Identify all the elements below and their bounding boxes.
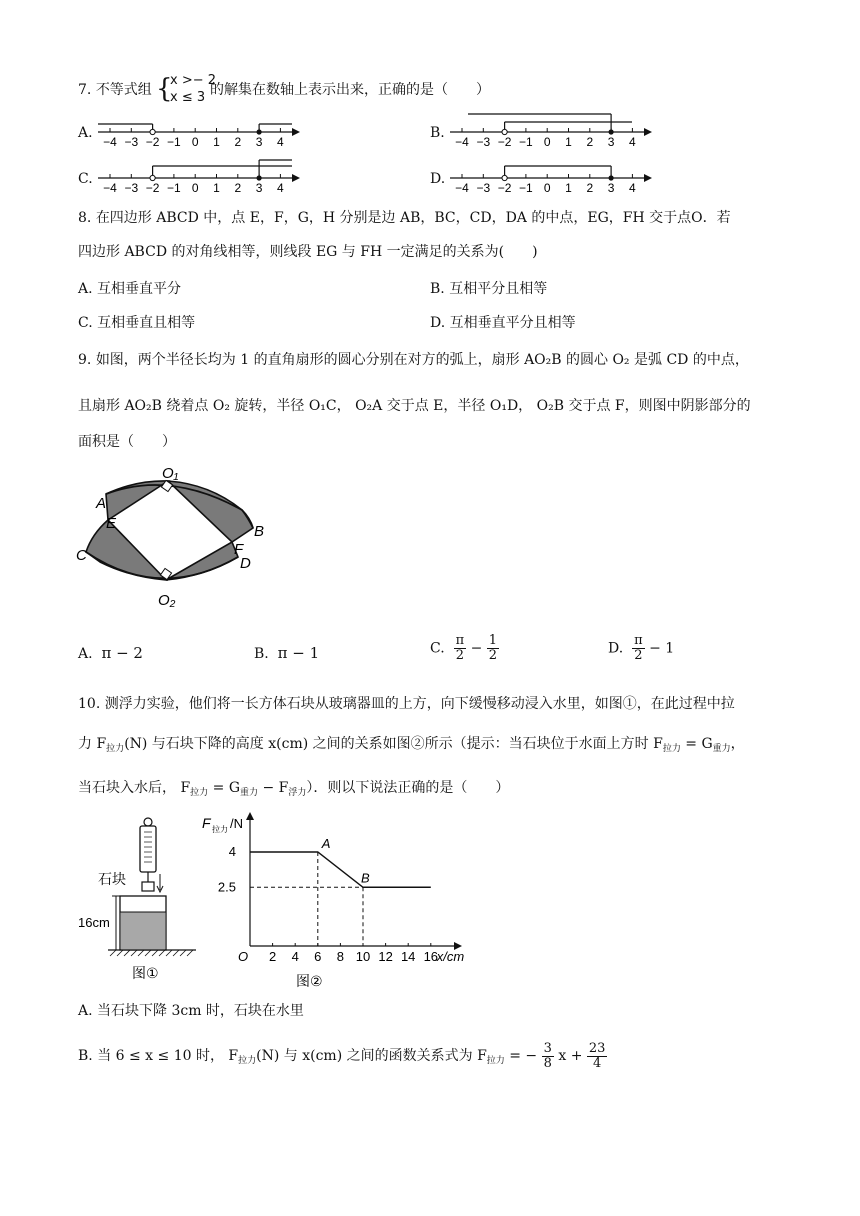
tick-label: −1 xyxy=(167,181,181,194)
tick-label: 0 xyxy=(543,181,551,194)
q10-option-b-frac1: $\frac{3}{8}$ xyxy=(543,1040,552,1071)
tick-label: 3 xyxy=(607,135,615,148)
q9-shade-bottom-left xyxy=(86,520,166,580)
q9-label-B: B xyxy=(254,523,265,540)
tick-label: 2 xyxy=(234,135,242,148)
q9-line1: 如图，两个半径长均为 1 的直角扇形的圆心分别在对方的弧上，扇形 AO₂B 的圆心 O₂ 是弧 CD 的中点， xyxy=(95,352,749,368)
x-tick-label: 4 xyxy=(291,949,299,964)
q9-number: 9. xyxy=(78,352,92,368)
tick-label: 4 xyxy=(277,135,284,148)
q9-option-d-rest: − 1 xyxy=(649,640,675,657)
tick-label: 4 xyxy=(629,135,636,148)
tick-label: 2 xyxy=(586,181,594,194)
q10-option-a: A. 当石块下降 3cm 时，石块在水里 xyxy=(78,1003,304,1019)
fig2-caption: 图② xyxy=(296,973,323,989)
q7-brace: { xyxy=(156,74,173,104)
tick-label: 3 xyxy=(255,181,263,194)
question-9 xyxy=(78,350,790,370)
open-dot xyxy=(502,129,507,134)
q7-option-a-numberline xyxy=(96,108,306,148)
q9-label-C: C xyxy=(76,547,87,564)
scale-hook-ring xyxy=(144,818,152,826)
tick-label: 2 xyxy=(234,181,242,194)
q9-line3: 面积是（ ） xyxy=(78,434,176,450)
tick-label: −3 xyxy=(476,135,491,148)
tick-label: −3 xyxy=(124,181,139,194)
fig2-ylabel-sub: 拉力 xyxy=(212,825,228,834)
q8-number: 8. xyxy=(78,210,92,226)
q9-figure xyxy=(70,462,290,612)
tick-label: 1 xyxy=(565,181,572,194)
axis-arrow xyxy=(292,128,300,136)
x-tick-label: 14 xyxy=(400,949,416,964)
q9-option-b-value: π − 1 xyxy=(277,644,320,662)
q8-option-b: B. 互相平分且相等 xyxy=(430,281,548,297)
q8-line1: 在四边形 ABCD 中，点 E，F，G，H 分别是边 AB，BC，CD，DA 的中点，EG，FH 交于点O．若 xyxy=(95,210,731,226)
origin-label: O xyxy=(238,949,249,964)
q9-option-c xyxy=(430,634,499,663)
tick-label: −2 xyxy=(145,135,160,148)
q7-text-post: 的解集在数轴上表示出来，正确的是（ ） xyxy=(210,82,490,98)
q9-option-b xyxy=(254,644,319,662)
q7-option-c-label: C. xyxy=(78,171,93,187)
tick-label: −3 xyxy=(476,181,491,194)
tick-label: 3 xyxy=(607,181,615,194)
fig2-yunit: /N xyxy=(230,816,243,831)
tick-label: −1 xyxy=(167,135,181,148)
q10-figure-2-chart xyxy=(196,806,496,996)
point-label-B: B xyxy=(361,870,370,886)
tick-label: −2 xyxy=(497,181,512,194)
q7-option-d-numberline xyxy=(448,154,658,194)
q9-label-F: F xyxy=(234,541,244,558)
water xyxy=(121,912,165,949)
tick-label: −4 xyxy=(455,135,469,148)
q7-ineq2: x ≤ 3 xyxy=(170,90,206,105)
tick-label: 4 xyxy=(277,181,284,194)
axis-arrow xyxy=(644,128,652,136)
closed-dot xyxy=(257,175,262,180)
q7-text-pre: 不等式组 xyxy=(95,82,152,98)
y-tick-label-2-5: 2.5 xyxy=(217,879,236,895)
x-tick-label: 16 xyxy=(423,949,439,964)
q10-line3: 当石块入水后， $F_{拉力} = G_{重力} - F_{浮力}$）．则以下说法正确的是（ ） xyxy=(78,780,510,798)
q9-option-b-label: B. xyxy=(254,646,269,662)
q8-line2: 四边形 ABCD 的对角线相等，则线段 EG 与 FH 一定满足的关系为( ) xyxy=(78,244,538,260)
tick-label: 0 xyxy=(191,135,199,148)
tick-label: −1 xyxy=(519,135,533,148)
q9-option-d-frac: $\frac{\pi}{2}$ xyxy=(634,633,643,663)
stone-block xyxy=(142,882,154,891)
q9-label-D: D xyxy=(240,555,251,572)
q9-label-E: E xyxy=(106,515,117,532)
q8-option-a: A. 互相垂直平分 xyxy=(78,281,182,297)
tick-label: −4 xyxy=(455,181,469,194)
tick-label: −4 xyxy=(103,135,117,148)
tick-label: 4 xyxy=(629,181,636,194)
q10-figure-1 xyxy=(76,812,206,992)
y-tick-label-4: 4 xyxy=(228,844,236,859)
q7-option-b-numberline xyxy=(448,108,658,148)
tick-label: 1 xyxy=(565,135,572,148)
fig2-plot-area xyxy=(218,812,464,964)
q9-option-a-label: A. xyxy=(78,646,93,662)
tick-label: −4 xyxy=(103,181,117,194)
q10-option-b: B. 当 6 ≤ x ≤ 10 时， $F_{拉力}(N)$ 与 x(cm) 之间的函数关系式为 $F_{拉力}$ = − $\frac{3}{8}$ x + $\frac{23}{4}$ xyxy=(78,1040,606,1071)
q8-option-d: D. 互相垂直平分且相等 xyxy=(430,315,576,331)
question-8 xyxy=(78,208,790,228)
q9-line2: 且扇形 AO₂B 绕着点 O₂ 旋转，半径 O₁C， O₂A 交于点 E，半径 O₁D， O₂B 交于点 F，则图中阴影部分的 xyxy=(78,398,751,414)
ground-hatch xyxy=(110,950,193,956)
q9-label-A: A xyxy=(96,495,107,512)
tick-label: 0 xyxy=(543,135,551,148)
q8-option-c: C. 互相垂直且相等 xyxy=(78,315,196,331)
tick-label: 2 xyxy=(586,135,594,148)
spring-scale xyxy=(140,826,156,872)
tick-label: −1 xyxy=(519,181,533,194)
tick-label: 3 xyxy=(255,135,263,148)
q9-option-d-label: D. xyxy=(608,640,624,657)
q9-option-a xyxy=(78,644,143,662)
open-dot xyxy=(150,175,155,180)
q10-option-b-frac2: $\frac{23}{4}$ xyxy=(588,1040,606,1071)
tick-label: 0 xyxy=(191,181,199,194)
tick-label: −2 xyxy=(145,181,160,194)
tick-label: −3 xyxy=(124,135,139,148)
q10-line2: 力 $F_{拉力}(N)$ 与石块下降的高度 x(cm) 之间的关系如图②所示（提示：当石块位于水面上方时 $F_{拉力} = G_{重力}$， xyxy=(78,736,745,754)
q9-option-a-value: π − 2 xyxy=(101,644,143,662)
q9-label-O1: O₁ xyxy=(162,465,179,482)
open-dot xyxy=(502,175,507,180)
q7-option-d-label: D. xyxy=(430,171,446,187)
axis-arrow xyxy=(644,174,652,182)
tick-label: 1 xyxy=(213,181,220,194)
tick-label: 1 xyxy=(213,135,220,148)
question-10 xyxy=(78,694,790,714)
x-tick-label: 10 xyxy=(355,949,371,964)
point-label-A: A xyxy=(321,836,331,851)
q9-option-c-frac2: $\frac{1}{2}$ xyxy=(488,633,498,663)
fig1-height-label: 16cm xyxy=(78,915,110,930)
y-axis-arrow xyxy=(246,812,254,820)
x-tick-label: 8 xyxy=(336,949,345,964)
q9-label-O2: O₂ xyxy=(158,592,176,609)
q7-ineq1: x >− 2 xyxy=(170,73,217,88)
open-dot xyxy=(150,129,155,134)
q7-option-c-numberline xyxy=(96,154,306,194)
closed-dot xyxy=(257,129,262,134)
q7-option-a-label: A. xyxy=(78,125,93,141)
x-tick-label: 2 xyxy=(268,949,277,964)
q9-option-d xyxy=(608,634,674,663)
q7-number: 7. xyxy=(78,82,92,98)
axis-arrow xyxy=(292,174,300,182)
q9-option-c-frac1: $\frac{\pi}{2}$ xyxy=(455,633,465,663)
x-tick-label: 6 xyxy=(314,949,322,964)
closed-dot xyxy=(609,129,614,134)
q9-shade-bottom-right xyxy=(166,542,238,580)
q9-shade-top-right xyxy=(168,481,253,542)
fig1-stone-label: 石块 xyxy=(98,871,126,887)
fig1-caption: 图① xyxy=(132,965,159,981)
q9-option-c-minus: − xyxy=(470,640,483,657)
x-axis-label: x/cm xyxy=(436,949,465,964)
x-tick-label: 12 xyxy=(378,949,393,964)
series-line xyxy=(250,852,431,887)
closed-dot xyxy=(609,175,614,180)
q10-number: 10. xyxy=(78,696,101,712)
q10-line1: 测浮力实验，他们将一长方体石块从玻璃器皿的上方，向下缓慢移动浸入水里，如图①，在此过程中拉 xyxy=(104,696,735,712)
q7-option-b-label: B. xyxy=(430,125,445,141)
fig2-ylabel: F xyxy=(202,815,211,831)
q9-option-c-label: C. xyxy=(430,640,445,657)
tick-label: −2 xyxy=(497,135,512,148)
